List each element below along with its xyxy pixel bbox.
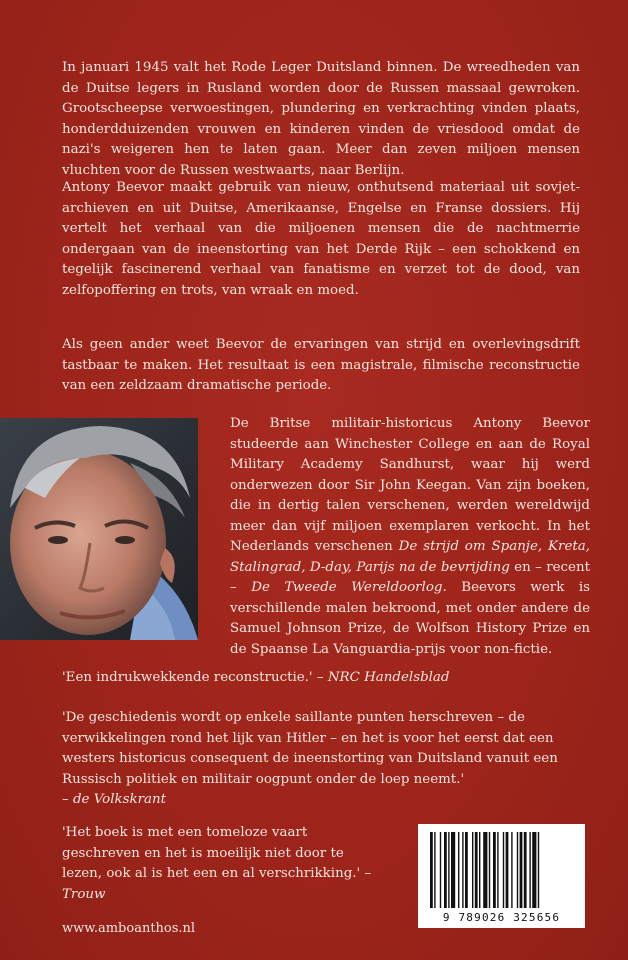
blurb-paragraph-2: Antony Beevor maakt gebruik van nieuw, onthutsend materiaal uit sovjet-archieven en uit Duitse, Amerikaanse, Engelse en Franse dossiers. Hij vertelt het verhaal van die miljoenen mensen die de nachtmerrie ondergaan van de ineenstorting van het Derde Rijk – een schokkend en tegelijk fascinerend verhaal van fanatisme en verzet tot de dood, van zelfopoffering en trots, van wraak en moed. [62, 180, 580, 298]
barcode-bar [472, 832, 473, 908]
author-portrait-icon [0, 418, 198, 640]
barcode-bar [462, 832, 463, 908]
isbn-barcode [418, 824, 585, 928]
quote-text: 'Een indrukwekkende reconstructie.' – [62, 670, 328, 685]
barcode-bar [524, 832, 527, 908]
barcode-bar [458, 832, 459, 908]
quote-source: NRC Handelsblad [327, 670, 450, 685]
barcode-icon [430, 832, 573, 908]
quote-text: 'De geschiedenis wordt op enkele saillante punten herschreven – de verwikkelingen rond het lijk van Hitler – en het is voor het eerst dat een westers historicus consequent de ineenstorting van Duitsland vanuit een Russisch politiek en militair oogpunt onder de loep neemt.' [62, 710, 558, 787]
author-biography [230, 414, 590, 660]
barcode-bar [520, 832, 523, 908]
publisher-website[interactable]: www.amboanthos.nl [62, 921, 196, 936]
barcode-bar [479, 832, 480, 908]
barcode-bar [497, 832, 498, 908]
barcode-bar [448, 832, 449, 908]
quote-source: – de Volkskrant [62, 792, 166, 807]
barcode-bar [434, 832, 435, 908]
barcode-bar [503, 832, 504, 908]
quote-text: 'Het boek is met een tomeloze vaart geschreven en het is moeilijk niet door te lezen, ook al is het een en al verschrikking.' – [62, 825, 372, 881]
barcode-bar [451, 832, 455, 908]
barcode-bar [517, 832, 518, 908]
blurb-paragraph-1: In januari 1945 valt het Rode Leger Duitsland binnen. De wreedheden van de Duitse legers in Rusland worden door de Russen massaal gewroken. Grootscheepse verwoestingen, plundering en verkrachting vinden plaats, honderdduizenden vrouwen en kinderen vinden de vriesdood omdat de nazi's weigeren hen te laten gaan. Meer dan zeven miljoen mensen vluchten voor de Russen westwaarts, naar Berlijn. [62, 60, 580, 178]
bio-book-titles: De strijd om Spanje, Kreta, Stalingrad, D-day, Parijs na de bevrijding [230, 539, 590, 575]
bio-text-3: . Beevors werk is verschillende malen bekroond, met onder andere de Samuel Johnson Prize, de Wolfson History Prize en de Spaanse La Vanguardia-prijs voor non-fictie. [230, 580, 591, 657]
barcode-bar [489, 832, 490, 908]
barcode-bar [440, 832, 441, 908]
bio-text-1: De Britse militair-historicus Antony Beevor studeerde aan Winchester College en aan de Royal Military Academy Sandhurst, waar hij werd onderwezen door Sir John Keegan. Van zijn boeken, die in dertig talen verschenen, werden wereldwijd meer dan vijf miljoen exemplaren verkocht. In het Nederlands verschenen [230, 416, 590, 554]
bio-recent-title: De Tweede Wereldoorlog [251, 580, 443, 595]
author-photo [0, 418, 198, 640]
quote-source: Trouw [62, 886, 106, 902]
isbn-number: 9 789026 325656 [442, 911, 561, 924]
barcode-bar [511, 832, 512, 908]
barcode-bar [475, 832, 478, 908]
barcode-bar [483, 832, 487, 908]
press-quote-2 [62, 708, 592, 811]
barcode-bar [465, 832, 468, 908]
bio-text-2: en – recent – [230, 559, 590, 595]
barcode-bar [529, 832, 530, 908]
blurb-paragraph-3: Als geen ander weet Beevor de ervaringen van strijd en overlevingsdrift tastbaar te maken. Het resultaat is een magistrale, filmische reconstructie van een zeldzaam dramatische periode. [62, 337, 580, 393]
press-quote-1 [62, 668, 592, 689]
barcode-bar [532, 832, 536, 908]
barcode-bar [493, 832, 496, 908]
press-quote-3 [62, 823, 387, 905]
barcode-bar [430, 832, 433, 908]
barcode-bar [506, 832, 509, 908]
barcode-bar [538, 832, 539, 908]
barcode-bar [444, 832, 447, 908]
